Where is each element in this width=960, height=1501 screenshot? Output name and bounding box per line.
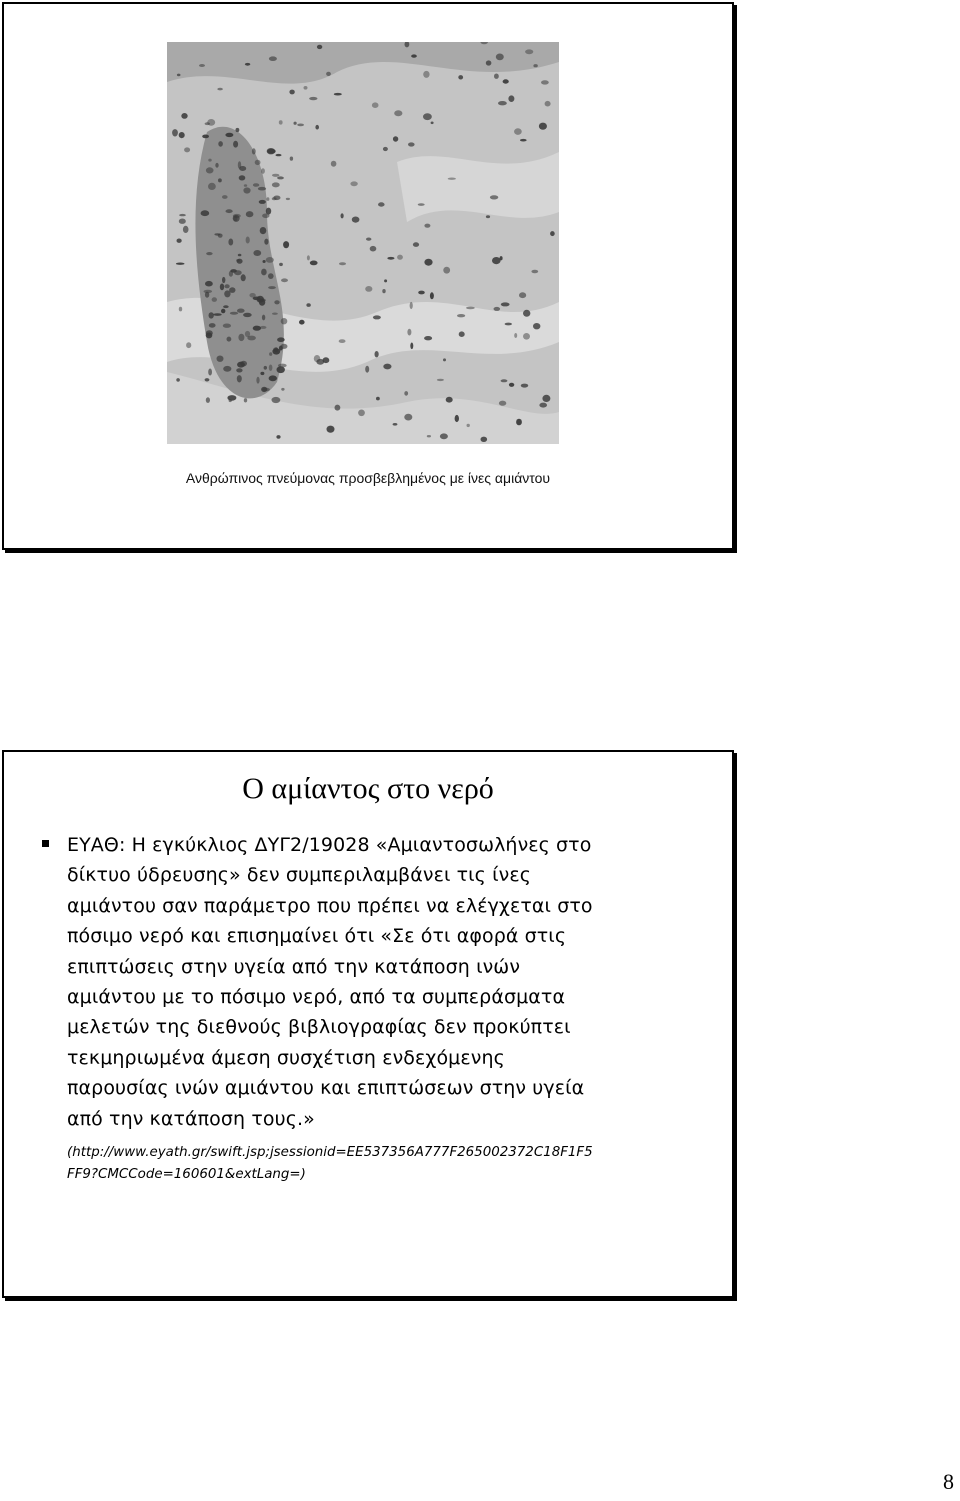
bullet-line: δίκτυο ύδρευσης» δεν συμπεριλαμβάνει τις ίνες <box>67 864 531 887</box>
cell-nucleus <box>341 213 344 218</box>
cell-nucleus <box>418 203 425 206</box>
cell-nucleus <box>437 379 444 381</box>
cell-nucleus <box>206 397 210 403</box>
slide-text <box>2 750 734 1298</box>
cell-nucleus <box>238 334 244 341</box>
cell-nucleus <box>218 178 222 182</box>
cell-nucleus <box>327 426 335 433</box>
cell-nucleus <box>339 262 346 265</box>
cell-nucleus <box>486 215 490 218</box>
cell-nucleus <box>306 303 310 307</box>
cell-nucleus <box>410 343 413 350</box>
cell-nucleus <box>281 344 288 349</box>
cell-nucleus <box>214 233 220 235</box>
cell-nucleus <box>539 403 547 408</box>
cell-nucleus <box>352 217 360 223</box>
cell-nucleus <box>269 352 272 356</box>
cell-nucleus <box>212 297 217 302</box>
cell-nucleus <box>393 136 398 141</box>
cell-nucleus <box>228 239 233 246</box>
cell-nucleus <box>505 323 512 326</box>
cell-nucleus <box>384 279 387 282</box>
lung-tissue-micrograph-icon <box>167 42 559 444</box>
cell-nucleus <box>383 364 391 370</box>
cell-nucleus <box>411 54 417 57</box>
bullet-line: αμιάντου σαν παράμετρο που πρέπει να ελέγχεται στο <box>67 894 593 917</box>
cell-nucleus <box>397 255 403 260</box>
bullet-line: τεκμηριωμένα άμεση συσχέτιση ενδεχόμενης <box>67 1046 505 1069</box>
bullet-line: παρουσίας ινών αμιάντου και επιπτώσεων στην υγεία <box>67 1077 585 1100</box>
cell-nucleus <box>297 124 304 127</box>
cell-nucleus <box>373 315 381 319</box>
cell-nucleus <box>172 129 178 136</box>
cell-nucleus <box>281 278 288 282</box>
cell-nucleus <box>209 312 214 318</box>
cell-nucleus <box>261 269 267 276</box>
cell-nucleus <box>208 159 211 162</box>
cell-nucleus <box>523 333 530 340</box>
cell-nucleus <box>427 435 431 437</box>
cell-nucleus <box>258 187 266 191</box>
cell-nucleus <box>501 302 510 306</box>
cell-nucleus <box>269 375 277 381</box>
cell-nucleus <box>404 391 408 396</box>
cell-nucleus <box>229 271 233 277</box>
cell-nucleus <box>446 397 453 403</box>
cell-nucleus <box>269 365 273 371</box>
cell-nucleus <box>376 397 380 401</box>
cell-nucleus <box>217 356 224 362</box>
bullet-line: αμιάντου με το πόσιμο νερό, από τα συμπεράσματα <box>67 986 566 1009</box>
cell-nucleus <box>243 187 250 193</box>
cell-nucleus <box>276 435 280 439</box>
cell-nucleus <box>245 63 250 66</box>
cell-nucleus <box>457 314 465 317</box>
cell-nucleus <box>393 423 398 426</box>
cell-nucleus <box>243 313 252 317</box>
bullet-line: πόσιμο νερό και επισημαίνει ότι «Σε ότι αφορά στις <box>67 925 567 948</box>
cell-nucleus <box>277 366 285 373</box>
cell-nucleus <box>177 74 181 77</box>
cell-nucleus <box>184 147 190 152</box>
cell-nucleus <box>372 102 379 108</box>
cell-nucleus <box>244 184 247 187</box>
bullet-line: από την κατάποση τους.» <box>67 1107 315 1130</box>
cell-nucleus <box>294 122 297 125</box>
cell-nucleus <box>494 307 501 311</box>
cell-nucleus <box>440 433 448 439</box>
cell-nucleus <box>326 72 331 76</box>
cell-nucleus <box>253 250 261 256</box>
cell-nucleus <box>256 377 259 384</box>
cell-nucleus <box>181 113 187 119</box>
cell-nucleus <box>176 263 185 265</box>
cell-nucleus <box>272 174 279 177</box>
cell-nucleus <box>370 246 377 252</box>
cell-nucleus <box>206 330 213 336</box>
cell-nucleus <box>481 437 488 442</box>
cell-nucleus <box>339 339 346 343</box>
cell-nucleus <box>253 183 259 187</box>
cell-nucleus <box>223 324 231 328</box>
cell-nucleus <box>255 160 261 165</box>
cell-nucleus <box>259 200 266 204</box>
cell-nucleus <box>494 74 499 79</box>
cell-nucleus <box>204 290 213 293</box>
cell-nucleus <box>533 323 540 329</box>
cell-nucleus <box>358 410 365 417</box>
cell-nucleus <box>217 88 222 91</box>
cell-nucleus <box>266 197 269 201</box>
cell-nucleus <box>227 337 232 342</box>
cell-nucleus <box>222 195 228 199</box>
cell-nucleus <box>183 226 189 233</box>
cell-nucleus <box>221 309 225 314</box>
source-line: (http://www.eyath.gr/swift.jsp;jsessionid=EE537356A777F265002372C18F1F5 <box>67 1145 593 1161</box>
cell-nucleus <box>272 313 278 315</box>
cell-nucleus <box>286 198 290 200</box>
slide-image <box>2 2 734 550</box>
cell-nucleus <box>550 231 555 236</box>
cell-nucleus <box>264 366 267 370</box>
cell-nucleus <box>365 286 372 292</box>
cell-nucleus <box>253 326 261 331</box>
cell-nucleus <box>272 182 280 187</box>
cell-nucleus <box>317 45 322 49</box>
cell-nucleus <box>208 369 212 376</box>
cell-nucleus <box>245 331 250 337</box>
cell-nucleus <box>520 139 527 142</box>
cell-nucleus <box>498 101 507 105</box>
cell-nucleus <box>233 216 237 222</box>
cell-nucleus <box>443 358 446 361</box>
cell-nucleus <box>267 149 276 154</box>
cell-nucleus <box>501 379 508 382</box>
cell-nucleus <box>199 64 205 67</box>
cell-nucleus <box>260 372 264 375</box>
cell-nucleus <box>246 211 254 217</box>
cell-nucleus <box>467 424 470 427</box>
cell-nucleus <box>260 227 267 234</box>
cell-nucleus <box>492 257 501 264</box>
cell-nucleus <box>263 260 266 263</box>
cell-nucleus <box>382 289 385 293</box>
cell-nucleus <box>220 284 224 291</box>
cell-nucleus <box>519 292 526 298</box>
cell-nucleus <box>179 214 186 216</box>
cell-nucleus <box>490 195 498 199</box>
cell-nucleus <box>207 119 215 126</box>
cell-nucleus <box>407 329 411 336</box>
cell-nucleus <box>304 86 308 90</box>
cell-nucleus <box>299 320 305 325</box>
cell-nucleus <box>448 178 456 180</box>
cell-nucleus <box>281 388 284 391</box>
cell-nucleus <box>179 219 186 224</box>
cell-nucleus <box>413 242 419 247</box>
cell-nucleus <box>268 286 276 289</box>
cell-nucleus <box>179 307 182 312</box>
cell-nucleus <box>408 142 415 146</box>
cell-nucleus <box>424 224 430 228</box>
cell-nucleus <box>508 95 514 102</box>
cell-nucleus <box>289 90 294 95</box>
cell-nucleus <box>274 347 278 352</box>
cell-nucleus <box>230 312 238 315</box>
cell-nucleus <box>277 337 285 342</box>
cell-nucleus <box>276 154 282 156</box>
cell-nucleus <box>514 333 517 338</box>
cell-nucleus <box>236 128 240 132</box>
cell-nucleus <box>236 368 242 372</box>
bullet-text <box>67 830 722 1134</box>
cell-nucleus <box>272 197 277 200</box>
cell-nucleus <box>486 60 492 65</box>
cell-nucleus <box>239 166 246 171</box>
cell-nucleus <box>215 163 218 168</box>
cell-nucleus <box>307 255 310 260</box>
cell-nucleus <box>201 210 210 216</box>
cell-nucleus <box>222 277 225 283</box>
cell-nucleus <box>365 366 369 373</box>
cell-nucleus <box>516 419 522 426</box>
cell-nucleus <box>249 293 255 298</box>
cell-nucleus <box>430 292 434 299</box>
cell-nucleus <box>262 315 265 321</box>
source-link <box>67 1142 722 1186</box>
cell-nucleus <box>499 401 506 406</box>
cell-nucleus <box>423 113 432 120</box>
cell-nucleus <box>202 135 209 139</box>
cell-nucleus <box>261 387 267 392</box>
bullet-line: μελετών της διεθνούς βιβλιογραφίας δεν προκύπτει <box>67 1016 571 1039</box>
cell-nucleus <box>274 300 279 304</box>
cell-nucleus <box>229 287 235 293</box>
cell-nucleus <box>542 395 550 402</box>
cell-nucleus <box>424 259 432 266</box>
cell-nucleus <box>496 54 504 61</box>
cell-nucleus <box>223 305 229 308</box>
cell-nucleus <box>418 291 425 295</box>
cell-nucleus <box>186 342 191 348</box>
cell-nucleus <box>227 395 236 401</box>
cell-nucleus <box>272 397 281 403</box>
cell-nucleus <box>387 257 394 260</box>
cell-nucleus <box>431 122 434 125</box>
page-number: 8 <box>943 1469 954 1494</box>
cell-nucleus <box>459 331 465 337</box>
cell-nucleus <box>264 239 268 245</box>
cell-nucleus <box>466 307 475 310</box>
cell-nucleus <box>277 176 284 179</box>
cell-nucleus <box>236 259 240 262</box>
cell-nucleus <box>316 359 324 365</box>
cell-nucleus <box>179 132 185 138</box>
cell-nucleus <box>177 239 182 243</box>
cell-nucleus <box>237 362 245 368</box>
cell-nucleus <box>423 71 429 78</box>
cell-nucleus <box>315 125 319 130</box>
cell-nucleus <box>261 168 265 174</box>
cell-nucleus <box>378 202 385 206</box>
cell-nucleus <box>533 64 537 67</box>
lung-micrograph-image <box>167 42 559 444</box>
cell-nucleus <box>545 101 551 107</box>
cell-nucleus <box>509 383 514 387</box>
cell-nucleus <box>514 128 522 135</box>
cell-nucleus <box>206 252 212 255</box>
cell-nucleus <box>525 49 533 54</box>
square-bullet-icon <box>42 840 49 847</box>
cell-nucleus <box>244 398 247 402</box>
cell-nucleus <box>424 336 432 340</box>
cell-nucleus <box>205 281 213 287</box>
slide-title: Ο αμίαντος στο νερό <box>242 772 494 805</box>
cell-nucleus <box>283 241 289 248</box>
bullet-line: επιπτώσεις στην υγεία από την κατάποση ινών <box>67 955 521 978</box>
cell-nucleus <box>266 257 274 263</box>
cell-nucleus <box>246 237 250 244</box>
cell-nucleus <box>239 175 246 180</box>
cell-nucleus <box>458 75 463 79</box>
cell-nucleus <box>539 123 547 130</box>
cell-nucleus <box>269 56 277 61</box>
cell-nucleus <box>266 208 271 215</box>
cell-nucleus <box>213 313 221 316</box>
cell-nucleus <box>237 375 242 382</box>
cell-nucleus <box>455 415 459 422</box>
cell-nucleus <box>268 273 274 279</box>
cell-nucleus <box>290 157 293 161</box>
cell-nucleus <box>383 147 388 151</box>
cell-nucleus <box>310 261 318 266</box>
cell-nucleus <box>410 302 413 309</box>
cell-nucleus <box>394 110 402 116</box>
cell-nucleus <box>233 141 238 148</box>
cell-nucleus <box>209 323 216 328</box>
cell-nucleus <box>238 254 242 257</box>
source-line: FF9?CMCCode=160601&extLang=) <box>67 1167 306 1183</box>
cell-nucleus <box>176 378 180 382</box>
cell-nucleus <box>218 141 223 147</box>
cell-nucleus <box>404 414 412 421</box>
cell-nucleus <box>541 80 549 84</box>
cell-nucleus <box>225 284 230 288</box>
cell-nucleus <box>523 310 530 317</box>
cell-nucleus <box>208 183 216 190</box>
cell-nucleus <box>234 270 242 275</box>
cell-nucleus <box>205 378 210 381</box>
cell-nucleus <box>226 209 233 213</box>
cell-nucleus <box>252 148 256 154</box>
cell-nucleus <box>229 399 232 402</box>
cell-nucleus <box>223 366 231 372</box>
cell-nucleus <box>281 318 288 324</box>
image-caption: Ανθρώπινος πνεύμονας προσβεβλημένος με ίνες αμιάντου <box>185 470 551 486</box>
cell-nucleus <box>206 167 214 173</box>
cell-nucleus <box>331 161 337 167</box>
cell-nucleus <box>503 79 509 83</box>
cell-nucleus <box>237 309 245 313</box>
cell-nucleus <box>279 120 283 124</box>
cell-nucleus <box>375 351 379 357</box>
cell-nucleus <box>279 263 283 266</box>
cell-nucleus <box>521 384 528 388</box>
cell-nucleus <box>366 238 371 241</box>
cell-nucleus <box>225 133 233 137</box>
cell-nucleus <box>443 267 450 274</box>
cell-nucleus <box>309 97 317 100</box>
bullet-item <box>42 830 722 1186</box>
cell-nucleus <box>335 405 341 411</box>
bullet-line: ΕΥΑΘ: Η εγκύκλιος ΔΥΓ2/19028 «Αμιαντοσωλήνες στο <box>67 834 592 856</box>
cell-nucleus <box>531 270 538 273</box>
cell-nucleus <box>241 274 246 281</box>
cell-nucleus <box>278 364 287 368</box>
cell-nucleus <box>350 181 357 186</box>
cell-nucleus <box>334 93 342 96</box>
